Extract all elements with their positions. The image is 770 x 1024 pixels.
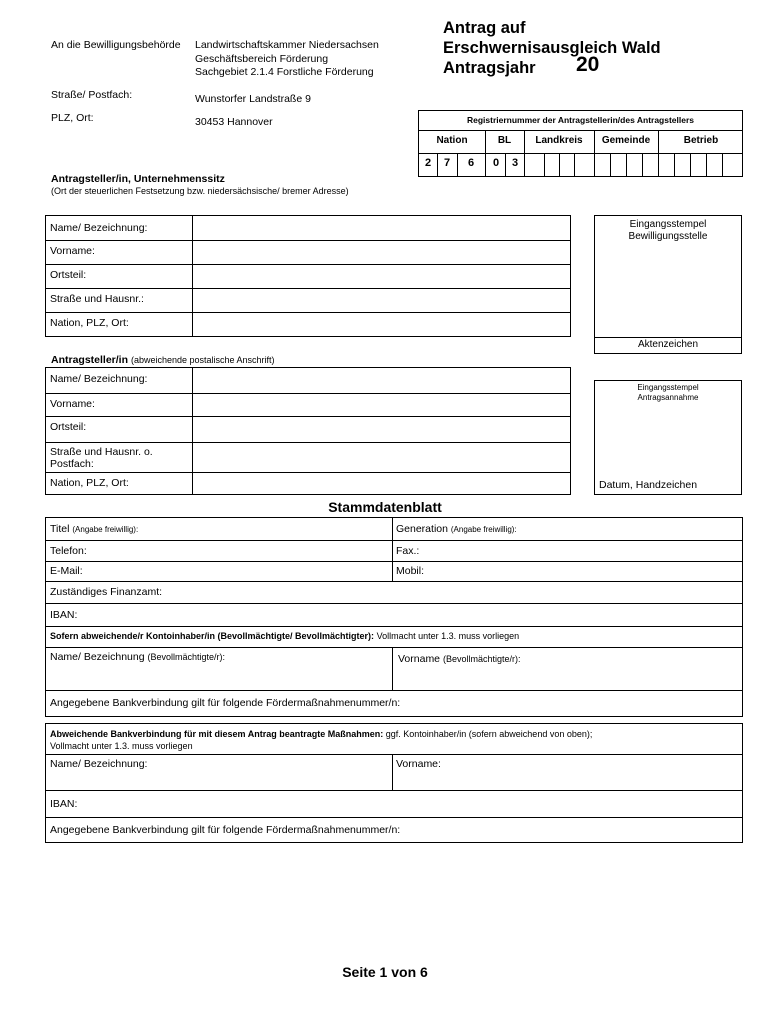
postal-name-label: Name/ Bezeichnung:: [50, 373, 148, 385]
bevollmaechtigter-name-note: (Bevollmächtigte/r):: [147, 652, 226, 662]
abweichend-bank-massnahme-field[interactable]: [446, 817, 742, 842]
bank-massnahme-label: Angegebene Bankverbindung gilt für folgende Fördermaßnahmenummer/n:: [50, 697, 401, 709]
applicant-ortsteil-field[interactable]: [193, 264, 570, 288]
stamp-antragsannahme: [594, 380, 742, 495]
page-number: Seite 1 von 6: [342, 964, 428, 980]
year-prefix: 20: [576, 53, 600, 76]
iban-label: IBAN:: [50, 609, 78, 621]
reg-digit: 0: [492, 157, 500, 169]
recipient-label: An die Bewilligungsbehörde: [51, 39, 181, 51]
postal-heading-wrap: [51, 354, 275, 366]
postal-heading-note: (abweichende postalische Anschrift): [130, 355, 275, 365]
street-value: Wunstorfer Landstraße 9: [195, 93, 311, 105]
authority-line-1: Landwirtschaftskammer Niedersachsen: [195, 39, 379, 51]
reg-col-betrieb: Betrieb: [683, 135, 719, 146]
postal-street-label: Straße und Hausnr. o.: [50, 446, 153, 458]
street-label: Straße/ Postfach:: [51, 89, 133, 101]
applicant-street-field[interactable]: [193, 288, 570, 312]
fax-label: Fax.:: [396, 545, 420, 557]
applicant-vorname-field[interactable]: [193, 240, 570, 264]
abweichend-name-field[interactable]: [46, 772, 392, 790]
bevollmaechtigter-vorname-field[interactable]: [393, 666, 742, 690]
plz-label: PLZ, Ort:: [51, 112, 94, 124]
form-title-line-2: Erschwernisausgleich Wald: [443, 39, 661, 57]
bevollmaechtigter-name-field[interactable]: [46, 666, 392, 690]
applicant-ortsteil-label: Ortsteil:: [50, 269, 87, 281]
email-label: E-Mail:: [50, 565, 83, 577]
form-title-line-3: Antragsjahr: [443, 59, 536, 77]
postal-plz-label: Nation, PLZ, Ort:: [50, 477, 129, 489]
postal-heading: Antragsteller/in: [51, 354, 129, 366]
stamp1-title: Eingangsstempel: [629, 219, 707, 230]
reg-col-bl: BL: [497, 135, 512, 146]
abweichend-iban-label: IBAN:: [50, 798, 78, 810]
bevollmaechtigter-vorname-note: (Bevollmächtigte/r):: [442, 654, 521, 664]
stamp2-subtitle: Antragsannahme: [637, 393, 699, 402]
authority-line-2: Geschäftsbereich Förderung: [195, 53, 329, 65]
bevollmaechtigter-name-wrap: [50, 651, 225, 663]
email-field[interactable]: [96, 561, 392, 581]
applicant-name-field[interactable]: [193, 216, 570, 240]
registration-box: [418, 110, 743, 177]
stamp1-subtitle: Bewilligungsstelle: [628, 231, 708, 242]
mobil-label: Mobil:: [396, 565, 425, 577]
abweichend-name-label: Name/ Bezeichnung:: [50, 758, 148, 770]
bevollmaechtigter-vorname-label: Vorname: [398, 653, 441, 665]
generation-label-wrap: [396, 523, 517, 535]
telefon-field[interactable]: [106, 540, 392, 561]
generation-field[interactable]: [536, 518, 742, 540]
postal-ortsteil-label: Ortsteil:: [50, 421, 87, 433]
bevollmaechtigter-name-label: Name/ Bezeichnung: [50, 651, 145, 663]
generation-label: Generation: [396, 523, 448, 535]
iban-field[interactable]: [86, 603, 742, 626]
kontoinhaber-rest: Vollmacht unter 1.3. muss vorliegen: [374, 631, 520, 641]
kontoinhaber-wrap: [50, 631, 519, 641]
titel-label-wrap: [50, 523, 138, 535]
telefon-label: Telefon:: [50, 545, 87, 557]
applicant-name-label: Name/ Bezeichnung:: [50, 222, 148, 234]
reg-digit: 6: [467, 157, 475, 169]
reg-col-nation: Nation: [436, 135, 468, 146]
abweichend-heading-line2: Vollmacht unter 1.3. muss vorliegen: [50, 741, 193, 751]
stammdaten-table: [45, 517, 743, 717]
applicant-vorname-label: Vorname:: [50, 245, 95, 257]
bevollmaechtigter-vorname-wrap: [398, 653, 520, 665]
titel-note: (Angabe freiwillig):: [72, 525, 139, 534]
fax-field[interactable]: [426, 540, 742, 561]
applicant-table: [45, 215, 571, 337]
abweichend-iban-field[interactable]: [86, 790, 742, 817]
kontoinhaber-bold: Sofern abweichende/r Kontoinhaber/in (Bevollmächtigte/ Bevollmächtigter):: [50, 631, 375, 641]
stammdaten-title: Stammdatenblatt: [328, 499, 442, 515]
postal-street-label-line2: Postfach:: [50, 458, 94, 470]
generation-note: (Angabe freiwillig):: [450, 525, 517, 534]
postal-plz-field[interactable]: [193, 472, 570, 494]
reg-col-gemeinde: Gemeinde: [601, 135, 651, 146]
postal-name-field[interactable]: [193, 368, 570, 393]
postal-table: [45, 367, 571, 495]
applicant-street-label: Straße und Hausnr.:: [50, 293, 144, 305]
abweichend-heading-wrap: [50, 729, 592, 739]
abweichend-table: [45, 723, 743, 843]
reg-col-landkreis: Landkreis: [535, 135, 583, 146]
abweichend-vorname-field[interactable]: [393, 772, 742, 790]
reg-digit: 3: [511, 157, 519, 169]
finanzamt-field[interactable]: [181, 581, 742, 603]
abweichend-heading-rest: ggf. Kontoinhaber/in (sofern abweichend von oben);: [383, 729, 593, 739]
applicant-subheading: (Ort der steuerlichen Festsetzung bzw. niedersächsische/ bremer Adresse): [51, 186, 349, 196]
abweichend-bank-massnahme-label: Angegebene Bankverbindung gilt für folgende Fördermaßnahmenummer/n:: [50, 824, 401, 836]
titel-field[interactable]: [166, 518, 392, 540]
stamp-bewilligungsstelle: [594, 215, 742, 354]
postal-ortsteil-field[interactable]: [193, 416, 570, 442]
reg-digit: 7: [443, 157, 451, 169]
authority-line-3: Sachgebiet 2.1.4 Forstliche Förderung: [195, 66, 374, 78]
finanzamt-label: Zuständiges Finanzamt:: [50, 586, 163, 598]
applicant-heading: Antragsteller/in, Unternehmenssitz: [51, 173, 225, 185]
abweichend-vorname-label: Vorname:: [396, 758, 441, 770]
plz-value: 30453 Hannover: [195, 116, 273, 128]
postal-vorname-field[interactable]: [193, 393, 570, 416]
stamp2-title: Eingangsstempel: [637, 383, 699, 392]
applicant-plz-field[interactable]: [193, 312, 570, 336]
form-title-line-1: Antrag auf: [443, 19, 526, 37]
postal-street-field[interactable]: [193, 442, 570, 472]
reg-digit: 2: [424, 157, 432, 169]
applicant-plz-label: Nation, PLZ, Ort:: [50, 317, 129, 329]
titel-label: Titel: [50, 523, 70, 535]
abweichend-heading-bold: Abweichende Bankverbindung für mit diesem Antrag beantragte Maßnahmen:: [50, 729, 384, 739]
datum-handzeichen-label: Datum, Handzeichen: [599, 479, 698, 491]
aktenzeichen-label: Aktenzeichen: [637, 339, 699, 350]
registration-title: Registriernummer der Antragstellerin/des Antragstellers: [466, 115, 695, 125]
bank-massnahme-field[interactable]: [446, 690, 742, 716]
postal-vorname-label: Vorname:: [50, 398, 95, 410]
mobil-field[interactable]: [436, 561, 742, 581]
